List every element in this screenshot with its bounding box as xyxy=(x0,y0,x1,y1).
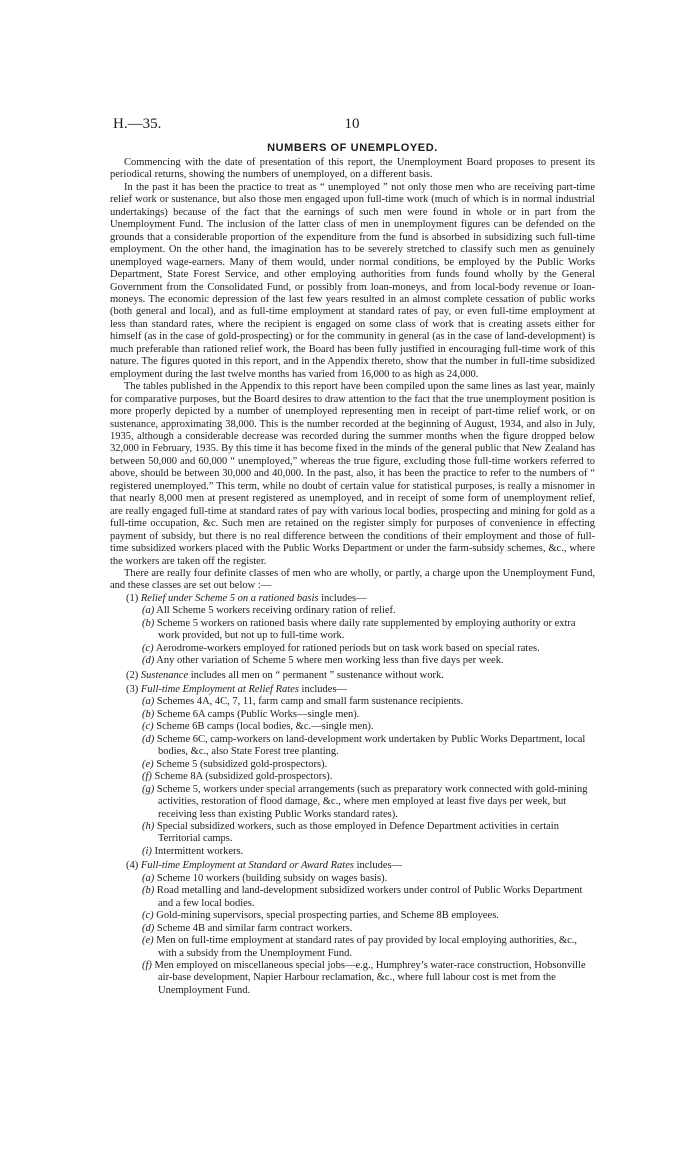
paragraph: Commencing with the date of presentation of this report, the Unemployment Board proposes to present its periodical returns, showing the numbers of unemployed, on a different basis. xyxy=(110,157,595,181)
list-item: (c) Scheme 6B camps (local bodies, &c.—single men). xyxy=(142,721,374,733)
paragraph: In the past it has been the practice to treat as “ unemployed ” not only those men who are receiving part-time relief work or sustenance, but also those men engaged upon full-time work (much of which is in normal industrial undertakings) because of the fact that the earnings of such men were found in whole or in part from the Unemployment Fund. The inclusion of the latter class of men in unemployment figures can be defended on the grounds that a considerable proportion of the expenditure from the fund is absorbed in subsidizing such full-time employment. On the other hand, the imagination has to be severely stretched to classify such men as genuinely unemployed wage-earners. Many of them would, under normal conditions, be employed by the Public Works Department, State Forest Service, and other employing authorities from funds found wholly by the General Government from the Consolidated Fund, or possibly from loan-moneys, and from local-body revenue or loan-moneys. The economic depression of the last few years resulted in an almost complete cessation of public works (both general and local), and as full-time employment at standard rates of pay, or even full-time employment at less than standard rates, where the recipient is engaged on some class of work that is creating assets either for himself (as in the case of gold-prospecting) or for the community in general (as in the case of land-development) is much preferable than rationed relief work, the Board has been fully justified in encouraging full-time work of this nature. The figures quoted in this report, and in the Appendix thereto, show that the number in full-time subsidized employment during the last twelve months has varied from 16,000 to as high as 24,000. xyxy=(110,181,595,380)
list-item: (f) Men employed on miscellaneous special jobs—e.g., Humphrey’s water-race construction, Hobsonville air-base development, Napier Harbour reclamation, &c., where full labour cost is met from the Unemployment Fund. xyxy=(142,960,586,996)
document-body xyxy=(110,157,595,997)
list-item: (c) Aerodrome-workers employed for rationed periods but on task work based on special rates. xyxy=(142,642,540,654)
list-item: (a) All Scheme 5 workers receiving ordinary ration of relief. xyxy=(142,605,396,617)
list-item: (f) Scheme 8A (subsidized gold-prospectors). xyxy=(142,771,333,783)
list-item: (i) Intermittent workers. xyxy=(142,845,244,857)
list-item: (d) Any other variation of Scheme 5 where men working less than five days per week. xyxy=(142,655,504,667)
list-item: (a) Schemes 4A, 4C, 7, 11, farm camp and small farm sustenance recipients. xyxy=(142,696,464,708)
section-title: NUMBERS OF UNEMPLOYED. xyxy=(267,142,438,154)
list-item: (a) Scheme 10 workers (building subsidy on wages basis). xyxy=(142,872,388,884)
class-heading: (1) Relief under Scheme 5 on a rationed basis includes— xyxy=(126,592,367,604)
list-item: (d) Scheme 4B and similar farm contract workers. xyxy=(142,922,353,934)
list-item: (h) Special subsidized workers, such as those employed in Defence Department activities in certain Territorial camps. xyxy=(142,821,559,845)
page-header xyxy=(113,116,591,136)
paragraph: The tables published in the Appendix to this report have been compiled upon the same lines as last year, mainly for comparative purposes, but the Board desires to draw attention to the fact that the true unemployment position is more properly depicted by a number of unemployed representing men in receipt of part-time relief work, or on sustenance, approximating 38,000. This is the number recorded at the beginning of August, 1934, and also in July, 1935, although a considerable decrease was recorded during the summer months when the figure dropped below 32,000 in February, 1935. By this time it has become fixed in the minds of the general public that New Zealand has between 50,000 and 60,000 “ unemployed,” whereas the true figure, excluding those full-time workers referred to above, should be between 30,000 and 40,000. In the past, also, it has been the practice to refer to the numbers of “ registered unemployed.” This term, while no doubt of certain value for statistical purposes, is really a misnomer in that nearly 8,000 men at present registered as unemployed, and in receipt of some form of unemployment relief, are really engaged full-time at standard rates of pay with various local bodies, prospecting and mining for gold as a full-time occupation, &c. Such men are retained on the register simply for purposes of convenience in effecting payment of subsidy, but there is no real difference between the conditions of their employment and those of full-time subsidized workers placed with the Public Works Department or under the farm-subsidy schemes, &c., where the workers are taken off the register. xyxy=(110,381,595,567)
list-item: (b) Road metalling and land-development subsidized workers under control of Public Works Department and a few local bodies. xyxy=(142,885,583,909)
class-name: Full-time Employment at Relief Rates xyxy=(140,684,299,696)
list-item: (d) Scheme 6C, camp-workers on land-development work undertaken by Public Works Department, local bodies, &c., also State Forest tree planting. xyxy=(142,733,586,758)
class-heading: (2) Sustenance includes all men on “ permanent ” sustenance without work. xyxy=(126,669,444,681)
document-reference: H.—35. xyxy=(113,116,162,132)
list-item: (b) Scheme 6A camps (Public Works—single men). xyxy=(142,708,360,720)
list-item: (g) Scheme 5, workers under special arrangements (such as preparatory work connected with gold-mining activities, restoration of flood damage, &c., where men employed at least five days per week, but receiving less than existing Public Works standard rates). xyxy=(142,783,588,820)
class-heading: (3) Full-time Employment at Relief Rates includes— xyxy=(126,684,348,696)
class-name: Relief under Scheme 5 on a rationed basis xyxy=(140,592,319,604)
paragraph: There are really four definite classes of men who are wholly, or partly, a charge upon the Unemployment Fund, and these classes are set out below :— xyxy=(110,567,595,592)
class-heading: (4) Full-time Employment at Standard or Award Rates includes— xyxy=(126,860,403,872)
list-item: (c) Gold-mining supervisors, special prospecting parties, and Scheme 8B employees. xyxy=(142,910,499,922)
list-item: (b) Scheme 5 workers on rationed basis where daily rate supplemented by employing authority or extra work provided, but not up to full-time work. xyxy=(142,617,576,642)
class-name: Sustenance xyxy=(140,669,189,681)
list-item: (e) Men on full-time employment at standard rates of pay provided by local employing authorities, &c., with a subsidy from the Unemployment Fund. xyxy=(142,935,578,959)
list-item: (e) Scheme 5 (subsidized gold-prospectors). xyxy=(142,758,328,770)
class-name: Full-time Employment at Standard or Award Rates xyxy=(140,860,354,872)
page-number: 10 xyxy=(344,116,360,132)
